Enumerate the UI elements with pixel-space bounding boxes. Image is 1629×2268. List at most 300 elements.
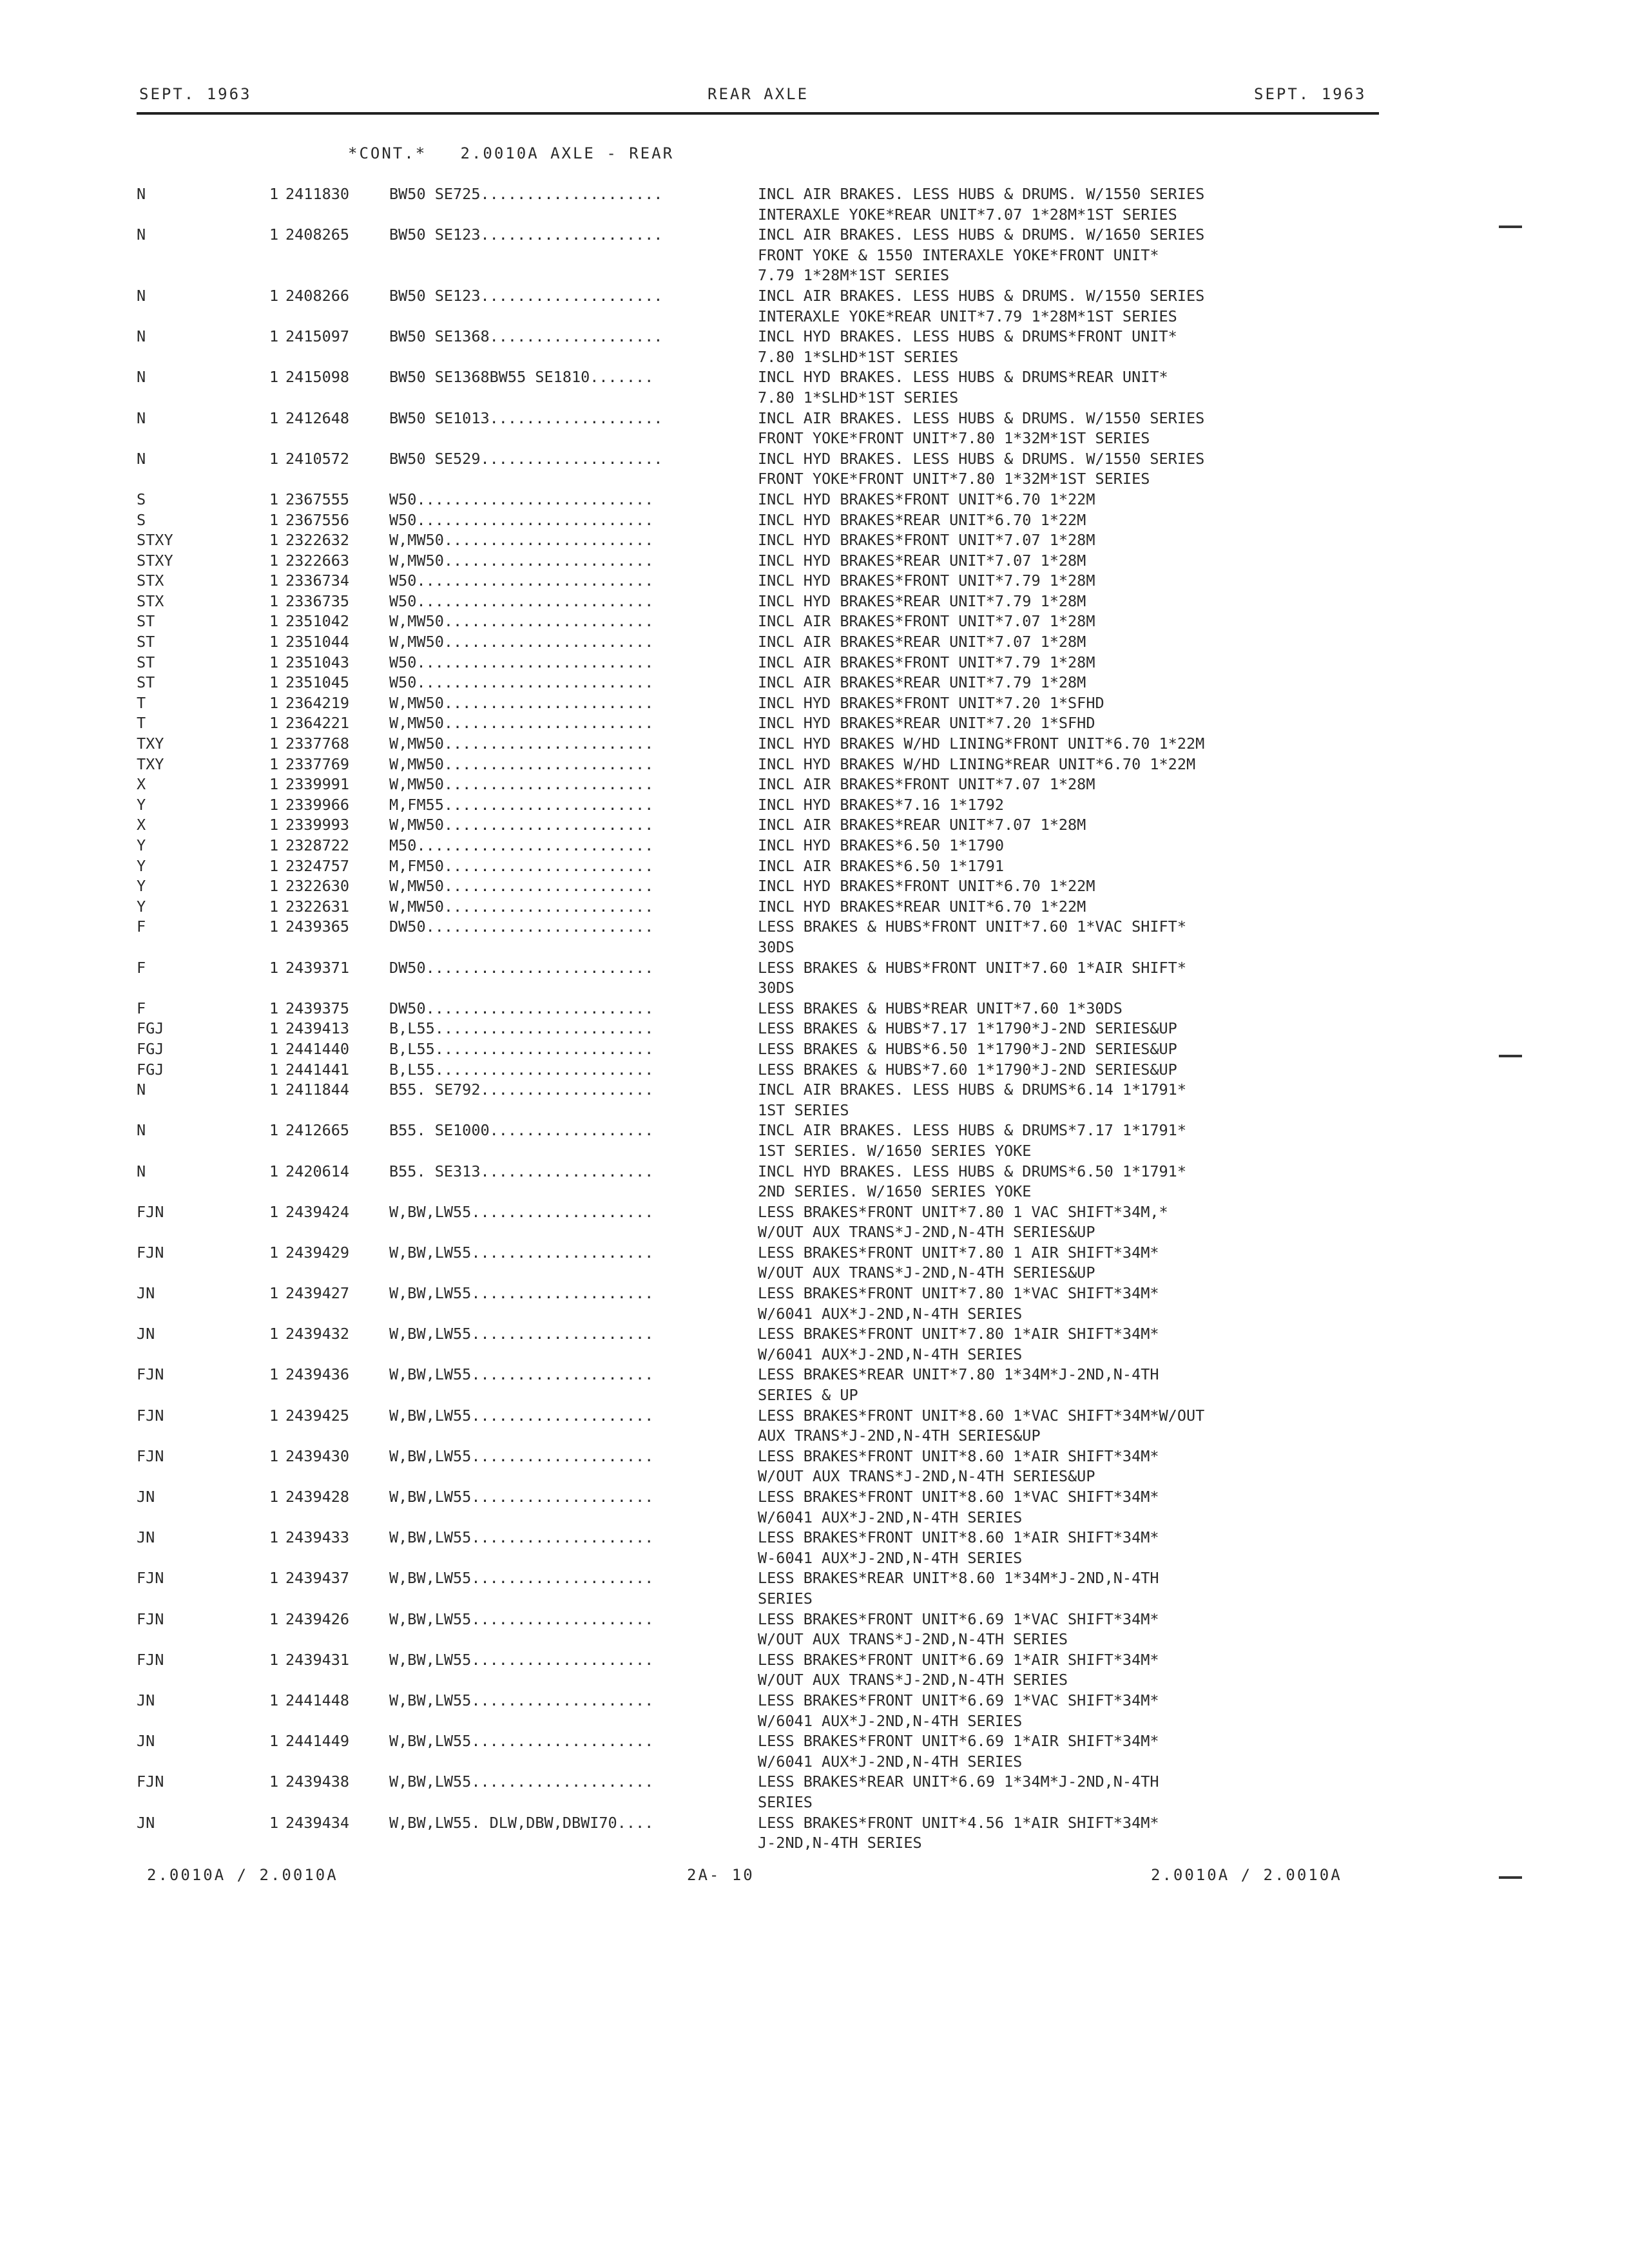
- model-code: JN: [137, 1488, 155, 1506]
- description-line: FRONT YOKE & 1550 INTERAXLE YOKE*FRONT UNIT*: [758, 245, 1159, 264]
- description: [758, 734, 1376, 754]
- model-applicability: M,FM55.......................: [389, 795, 654, 814]
- model-applicability: W,MW50.......................: [389, 897, 654, 916]
- description-line: LESS BRAKES*REAR UNIT*7.80 1*34M*J-2ND,N-4TH: [758, 1365, 1159, 1384]
- quantity: 1: [269, 1039, 279, 1058]
- list-item: [0, 1202, 1629, 1243]
- description: [758, 856, 1376, 877]
- quantity: 1: [269, 754, 279, 773]
- model-code: TXY: [137, 754, 164, 773]
- quantity: 1: [269, 185, 279, 203]
- model-applicability: W,MW50.......................: [389, 551, 654, 570]
- description: [758, 1120, 1376, 1161]
- model-applicability: M,FM50.......................: [389, 856, 654, 875]
- list-item: [0, 327, 1629, 367]
- quantity: 1: [269, 1060, 279, 1079]
- quantity: 1: [269, 286, 279, 305]
- description-line: LESS BRAKES & HUBS*6.50 1*1790*J-2ND SERIES&UP: [758, 1039, 1177, 1058]
- model-code: X: [137, 816, 146, 834]
- model-applicability: BW50 SE123....................: [389, 226, 663, 244]
- description-line: INCL AIR BRAKES*FRONT UNIT*7.79 1*28M: [758, 653, 1095, 671]
- list-item: [0, 1813, 1629, 1854]
- header-date-right: SEPT. 1963: [1254, 85, 1367, 103]
- list-item: [0, 449, 1629, 490]
- model-applicability: M50..........................: [389, 836, 654, 854]
- part-number: 2412665: [285, 1121, 350, 1140]
- quantity: 1: [269, 1406, 279, 1425]
- list-item: [0, 897, 1629, 918]
- part-number: 2420614: [285, 1162, 350, 1180]
- model-code: S: [137, 510, 146, 529]
- model-code: N: [137, 185, 146, 203]
- footer-section-right: 2.0010A / 2.0010A: [1151, 1866, 1342, 1884]
- model-applicability: W50..........................: [389, 673, 654, 692]
- model-applicability: W,MW50.......................: [389, 693, 654, 712]
- model-code: ST: [137, 673, 155, 692]
- quantity: 1: [269, 551, 279, 570]
- list-item: [0, 1691, 1629, 1731]
- list-item: [0, 611, 1629, 632]
- description-line: W/6041 AUX*J-2ND,N-4TH SERIES: [758, 1711, 1023, 1730]
- part-number: 2322630: [285, 877, 350, 896]
- model-code: FJN: [137, 1446, 164, 1465]
- list-item: [0, 754, 1629, 775]
- description-line: LESS BRAKES*FRONT UNIT*6.69 1*VAC SHIFT*34M*: [758, 1610, 1159, 1628]
- model-applicability: W,BW,LW55....................: [389, 1732, 654, 1751]
- parts-list: [0, 184, 1629, 1854]
- list-item: [0, 653, 1629, 673]
- model-applicability: W,MW50.......................: [389, 531, 654, 550]
- description-line: W/6041 AUX*J-2ND,N-4TH SERIES: [758, 1752, 1023, 1771]
- description: [758, 1487, 1376, 1528]
- description-line: INCL HYD BRAKES W/HD LINING*FRONT UNIT*6.70 1*22M: [758, 735, 1205, 753]
- part-number: 2336735: [285, 591, 350, 610]
- section-title: *CONT.* 2.0010A AXLE - REAR: [348, 144, 675, 162]
- header-date-left: SEPT. 1963: [139, 85, 252, 103]
- description-line: LESS BRAKES*FRONT UNIT*8.60 1*AIR SHIFT*34M*: [758, 1446, 1159, 1465]
- description-line: LESS BRAKES*FRONT UNIT*8.60 1*VAC SHIFT*34M*W/OUT: [758, 1406, 1205, 1425]
- list-item: [0, 958, 1629, 999]
- model-applicability: BW50 SE725....................: [389, 185, 663, 203]
- model-applicability: BW50 SE1368BW55 SE1810.......: [389, 368, 654, 387]
- quantity: 1: [269, 572, 279, 590]
- description-line: LESS BRAKES & HUBS*7.60 1*1790*J-2ND SERIES&UP: [758, 1060, 1177, 1079]
- model-code: FJN: [137, 1773, 164, 1791]
- model-applicability: BW50 SE529....................: [389, 449, 663, 468]
- model-applicability: B,L55........................: [389, 1060, 654, 1079]
- model-applicability: B55. SE313...................: [389, 1162, 654, 1180]
- list-item: [0, 1060, 1629, 1081]
- model-applicability: W,MW50.......................: [389, 816, 654, 834]
- quantity: 1: [269, 226, 279, 244]
- description-line: FRONT YOKE*FRONT UNIT*7.80 1*32M*1ST SERIES: [758, 429, 1150, 448]
- description-line: INCL AIR BRAKES. LESS HUBS & DRUMS*6.14 1*1791*: [758, 1081, 1186, 1099]
- description-line: 2ND SERIES. W/1650 SERIES YOKE: [758, 1182, 1032, 1201]
- model-applicability: W50..........................: [389, 653, 654, 671]
- list-item: [0, 367, 1629, 408]
- quantity: 1: [269, 856, 279, 875]
- description: [758, 591, 1376, 612]
- quantity: 1: [269, 673, 279, 692]
- footer-section-left: 2.0010A / 2.0010A: [147, 1866, 338, 1884]
- model-applicability: B55. SE1000..................: [389, 1121, 654, 1140]
- list-item: [0, 1568, 1629, 1609]
- description: [758, 1039, 1376, 1060]
- model-code: N: [137, 368, 146, 387]
- quantity: 1: [269, 510, 279, 529]
- description-line: LESS BRAKES*FRONT UNIT*7.80 1 VAC SHIFT*34M,*: [758, 1202, 1168, 1221]
- model-applicability: DW50.........................: [389, 918, 654, 936]
- quantity: 1: [269, 633, 279, 651]
- description: [758, 571, 1376, 591]
- description: [758, 510, 1376, 531]
- quantity: 1: [269, 918, 279, 936]
- quantity: 1: [269, 1081, 279, 1099]
- list-item: [0, 1406, 1629, 1446]
- quantity: 1: [269, 816, 279, 834]
- quantity: 1: [269, 958, 279, 977]
- description: [758, 530, 1376, 551]
- description-line: SERIES: [758, 1589, 813, 1608]
- model-applicability: W,BW,LW55....................: [389, 1650, 654, 1669]
- part-number: 2439437: [285, 1569, 350, 1588]
- description: [758, 754, 1376, 775]
- model-applicability: W,BW,LW55....................: [389, 1446, 654, 1465]
- quantity: 1: [269, 1243, 279, 1262]
- model-applicability: W50..........................: [389, 490, 654, 508]
- description: [758, 551, 1376, 572]
- description: [758, 673, 1376, 693]
- description-line: LESS BRAKES*FRONT UNIT*6.69 1*AIR SHIFT*34M*: [758, 1650, 1159, 1669]
- part-number: 2367555: [285, 490, 350, 508]
- part-number: 2415098: [285, 368, 350, 387]
- part-number: 2336734: [285, 572, 350, 590]
- model-code: Y: [137, 856, 146, 875]
- quantity: 1: [269, 1773, 279, 1791]
- part-number: 2339966: [285, 795, 350, 814]
- list-item: [0, 571, 1629, 591]
- model-applicability: W,BW,LW55....................: [389, 1610, 654, 1628]
- description-line: LESS BRAKES & HUBS*FRONT UNIT*7.60 1*VAC SHIFT*: [758, 918, 1186, 936]
- description-line: 1ST SERIES. W/1650 SERIES YOKE: [758, 1141, 1032, 1160]
- quantity: 1: [269, 1813, 279, 1832]
- description: [758, 1772, 1376, 1812]
- description-line: INCL AIR BRAKES*REAR UNIT*7.07 1*28M: [758, 816, 1086, 834]
- description: [758, 611, 1376, 632]
- description: [758, 1019, 1376, 1039]
- description-line: INCL HYD BRAKES. LESS HUBS & DRUMS. W/1550 SERIES: [758, 449, 1205, 468]
- description-line: INCL HYD BRAKES*FRONT UNIT*6.70 1*22M: [758, 877, 1095, 896]
- model-applicability: W,BW,LW55....................: [389, 1528, 654, 1547]
- model-code: FGJ: [137, 1060, 164, 1079]
- description-line: INCL HYD BRAKES*REAR UNIT*6.70 1*22M: [758, 897, 1086, 916]
- description-line: W/OUT AUX TRANS*J-2ND,N-4TH SERIES: [758, 1630, 1068, 1649]
- model-code: Y: [137, 836, 146, 854]
- margin-mark: [1499, 226, 1522, 228]
- description: [758, 999, 1376, 1019]
- description-line: SERIES & UP: [758, 1386, 858, 1405]
- quantity: 1: [269, 714, 279, 733]
- quantity: 1: [269, 1202, 279, 1221]
- list-item: [0, 1772, 1629, 1812]
- quantity: 1: [269, 1365, 279, 1384]
- quantity: 1: [269, 999, 279, 1017]
- list-item: [0, 795, 1629, 816]
- model-code: X: [137, 775, 146, 794]
- quantity: 1: [269, 490, 279, 508]
- list-item: [0, 713, 1629, 734]
- part-number: 2364221: [285, 714, 350, 733]
- description-line: W/6041 AUX*J-2ND,N-4TH SERIES: [758, 1345, 1023, 1363]
- list-item: [0, 1243, 1629, 1283]
- model-applicability: W,BW,LW55. DLW,DBW,DBWI70....: [389, 1813, 654, 1832]
- part-number: 2367556: [285, 510, 350, 529]
- model-code: STXY: [137, 531, 173, 550]
- list-item: [0, 1039, 1629, 1060]
- part-number: 2411844: [285, 1081, 350, 1099]
- list-item: [0, 632, 1629, 653]
- description-line: INCL HYD BRAKES*FRONT UNIT*7.79 1*28M: [758, 572, 1095, 590]
- list-item: [0, 184, 1629, 225]
- description: [758, 836, 1376, 856]
- part-number: 2441449: [285, 1732, 350, 1751]
- description-line: 7.79 1*28M*1ST SERIES: [758, 266, 950, 285]
- part-number: 2351043: [285, 653, 350, 671]
- model-code: JN: [137, 1325, 155, 1343]
- quantity: 1: [269, 1528, 279, 1547]
- description-line: INCL AIR BRAKES*FRONT UNIT*7.07 1*28M: [758, 775, 1095, 794]
- description-line: LESS BRAKES & HUBS*FRONT UNIT*7.60 1*AIR SHIFT*: [758, 958, 1186, 977]
- description-line: INCL AIR BRAKES*REAR UNIT*7.07 1*28M: [758, 633, 1086, 651]
- description-line: INTERAXLE YOKE*REAR UNIT*7.07 1*28M*1ST SERIES: [758, 205, 1177, 224]
- list-item: [0, 1283, 1629, 1324]
- list-item: [0, 815, 1629, 836]
- part-number: 2351044: [285, 633, 350, 651]
- list-item: [0, 1162, 1629, 1202]
- description: [758, 1528, 1376, 1568]
- model-applicability: W,BW,LW55....................: [389, 1202, 654, 1221]
- quantity: 1: [269, 836, 279, 854]
- part-number: 2439434: [285, 1813, 350, 1832]
- description: [758, 1202, 1376, 1243]
- model-applicability: W,BW,LW55....................: [389, 1284, 654, 1303]
- model-code: FJN: [137, 1650, 164, 1669]
- model-code: N: [137, 1162, 146, 1180]
- model-applicability: B55. SE792...................: [389, 1081, 654, 1099]
- model-applicability: W50..........................: [389, 572, 654, 590]
- description-line: LESS BRAKES*FRONT UNIT*8.60 1*AIR SHIFT*34M*: [758, 1528, 1159, 1547]
- model-applicability: DW50.........................: [389, 999, 654, 1017]
- model-code: Y: [137, 877, 146, 896]
- list-item: [0, 836, 1629, 856]
- part-number: 2415097: [285, 327, 350, 346]
- part-number: 2439375: [285, 999, 350, 1017]
- model-applicability: W,BW,LW55....................: [389, 1325, 654, 1343]
- model-code: STX: [137, 591, 164, 610]
- header-title: REAR AXLE: [708, 85, 809, 103]
- model-code: ST: [137, 633, 155, 651]
- model-applicability: W,MW50.......................: [389, 612, 654, 631]
- list-item: [0, 734, 1629, 754]
- model-code: FJN: [137, 1243, 164, 1262]
- description-line: INCL HYD BRAKES*FRONT UNIT*7.20 1*SFHD: [758, 693, 1104, 712]
- description-line: 30DS: [758, 937, 795, 956]
- model-applicability: W,MW50.......................: [389, 714, 654, 733]
- quantity: 1: [269, 1732, 279, 1751]
- list-item: [0, 673, 1629, 693]
- model-code: FJN: [137, 1365, 164, 1384]
- description-line: W/OUT AUX TRANS*J-2ND,N-4TH SERIES: [758, 1671, 1068, 1689]
- model-code: N: [137, 1081, 146, 1099]
- margin-mark: [1499, 1055, 1522, 1057]
- description: [758, 1080, 1376, 1120]
- description: [758, 1691, 1376, 1731]
- description-line: INCL AIR BRAKES*REAR UNIT*7.79 1*28M: [758, 673, 1086, 692]
- part-number: 2439430: [285, 1446, 350, 1465]
- part-number: 2351042: [285, 612, 350, 631]
- model-applicability: W,BW,LW55....................: [389, 1365, 654, 1384]
- description-line: INCL HYD BRAKES*REAR UNIT*7.79 1*28M: [758, 591, 1086, 610]
- description-line: W/OUT AUX TRANS*J-2ND,N-4TH SERIES&UP: [758, 1223, 1095, 1242]
- model-code: JN: [137, 1813, 155, 1832]
- quantity: 1: [269, 775, 279, 794]
- part-number: 2408266: [285, 286, 350, 305]
- model-code: N: [137, 226, 146, 244]
- quantity: 1: [269, 1650, 279, 1669]
- part-number: 2408265: [285, 226, 350, 244]
- model-code: N: [137, 1121, 146, 1140]
- description-line: 7.80 1*SLHD*1ST SERIES: [758, 388, 959, 407]
- part-number: 2439433: [285, 1528, 350, 1547]
- description: [758, 286, 1376, 327]
- description-line: LESS BRAKES*REAR UNIT*8.60 1*34M*J-2ND,N-4TH: [758, 1569, 1159, 1588]
- part-number: 2439424: [285, 1202, 350, 1221]
- part-number: 2439431: [285, 1650, 350, 1669]
- description: [758, 1060, 1376, 1081]
- description: [758, 1446, 1376, 1487]
- quantity: 1: [269, 735, 279, 753]
- list-item: [0, 510, 1629, 531]
- model-code: F: [137, 999, 146, 1017]
- description-line: LESS BRAKES*FRONT UNIT*7.80 1 AIR SHIFT*34M*: [758, 1243, 1159, 1262]
- description-line: LESS BRAKES*FRONT UNIT*6.69 1*VAC SHIFT*34M*: [758, 1691, 1159, 1709]
- description: [758, 897, 1376, 918]
- quantity: 1: [269, 327, 279, 346]
- description: [758, 225, 1376, 286]
- description: [758, 1813, 1376, 1854]
- list-item: [0, 856, 1629, 877]
- model-code: FGJ: [137, 1019, 164, 1038]
- model-applicability: W,MW50.......................: [389, 633, 654, 651]
- description-line: INCL HYD BRAKES*7.16 1*1792: [758, 795, 1005, 814]
- description: [758, 632, 1376, 653]
- list-item: [0, 999, 1629, 1019]
- description-line: W/OUT AUX TRANS*J-2ND,N-4TH SERIES&UP: [758, 1264, 1095, 1282]
- description-line: INCL HYD BRAKES*REAR UNIT*6.70 1*22M: [758, 510, 1086, 529]
- model-applicability: W,MW50.......................: [389, 775, 654, 794]
- model-code: N: [137, 286, 146, 305]
- model-applicability: W,BW,LW55....................: [389, 1691, 654, 1709]
- list-item: [0, 1731, 1629, 1772]
- part-number: 2441440: [285, 1039, 350, 1058]
- quantity: 1: [269, 449, 279, 468]
- model-code: T: [137, 693, 146, 712]
- description-line: INCL HYD BRAKES*6.50 1*1790: [758, 836, 1005, 854]
- quantity: 1: [269, 1569, 279, 1588]
- list-item: [0, 1610, 1629, 1650]
- part-number: 2322631: [285, 897, 350, 916]
- description: [758, 1283, 1376, 1324]
- list-item: [0, 1080, 1629, 1120]
- description-line: INCL AIR BRAKES. LESS HUBS & DRUMS. W/1550 SERIES: [758, 185, 1205, 203]
- quantity: 1: [269, 1019, 279, 1038]
- part-number: 2441448: [285, 1691, 350, 1709]
- quantity: 1: [269, 693, 279, 712]
- description: [758, 490, 1376, 510]
- description-line: INCL AIR BRAKES. LESS HUBS & DRUMS. W/1550 SERIES: [758, 408, 1205, 427]
- part-number: 2339991: [285, 775, 350, 794]
- list-item: [0, 1324, 1629, 1365]
- description-line: INCL AIR BRAKES. LESS HUBS & DRUMS. W/1550 SERIES: [758, 286, 1205, 305]
- quantity: 1: [269, 1284, 279, 1303]
- quantity: 1: [269, 1610, 279, 1628]
- model-applicability: W,BW,LW55....................: [389, 1569, 654, 1588]
- part-number: 2439432: [285, 1325, 350, 1343]
- part-number: 2439428: [285, 1488, 350, 1506]
- model-applicability: W,MW50.......................: [389, 877, 654, 896]
- quantity: 1: [269, 591, 279, 610]
- model-code: FGJ: [137, 1039, 164, 1058]
- description: [758, 449, 1376, 490]
- part-number: 2439365: [285, 918, 350, 936]
- model-code: JN: [137, 1732, 155, 1751]
- description-line: INCL HYD BRAKES W/HD LINING*REAR UNIT*6.70 1*22M: [758, 754, 1196, 773]
- part-number: 2364219: [285, 693, 350, 712]
- part-number: 2337769: [285, 754, 350, 773]
- margin-mark: [1499, 1876, 1522, 1879]
- model-applicability: BW50 SE1368...................: [389, 327, 663, 346]
- description: [758, 693, 1376, 714]
- model-code: FJN: [137, 1406, 164, 1425]
- list-item: [0, 693, 1629, 714]
- description: [758, 1610, 1376, 1650]
- description-line: INTERAXLE YOKE*REAR UNIT*7.79 1*28M*1ST SERIES: [758, 307, 1177, 325]
- model-code: Y: [137, 795, 146, 814]
- description-line: INCL HYD BRAKES. LESS HUBS & DRUMS*6.50 1*1791*: [758, 1162, 1186, 1180]
- model-applicability: BW50 SE123....................: [389, 286, 663, 305]
- part-number: 2322632: [285, 531, 350, 550]
- model-applicability: W50..........................: [389, 510, 654, 529]
- description: [758, 367, 1376, 408]
- description: [758, 1650, 1376, 1691]
- description: [758, 327, 1376, 367]
- part-number: 2439427: [285, 1284, 350, 1303]
- description-line: FRONT YOKE*FRONT UNIT*7.80 1*32M*1ST SERIES: [758, 470, 1150, 488]
- quantity: 1: [269, 1162, 279, 1180]
- quantity: 1: [269, 1691, 279, 1709]
- part-number: 2412648: [285, 408, 350, 427]
- description-line: LESS BRAKES*FRONT UNIT*6.69 1*AIR SHIFT*34M*: [758, 1732, 1159, 1751]
- model-code: JN: [137, 1691, 155, 1709]
- model-applicability: W50..........................: [389, 591, 654, 610]
- description-line: LESS BRAKES*FRONT UNIT*7.80 1*AIR SHIFT*34M*: [758, 1325, 1159, 1343]
- part-number: 2339993: [285, 816, 350, 834]
- list-item: [0, 774, 1629, 795]
- description-line: 1ST SERIES: [758, 1100, 849, 1119]
- description-line: 7.80 1*SLHD*1ST SERIES: [758, 347, 959, 366]
- description-line: LESS BRAKES*REAR UNIT*6.69 1*34M*J-2ND,N-4TH: [758, 1773, 1159, 1791]
- description-line: LESS BRAKES*FRONT UNIT*7.80 1*VAC SHIFT*34M*: [758, 1284, 1159, 1303]
